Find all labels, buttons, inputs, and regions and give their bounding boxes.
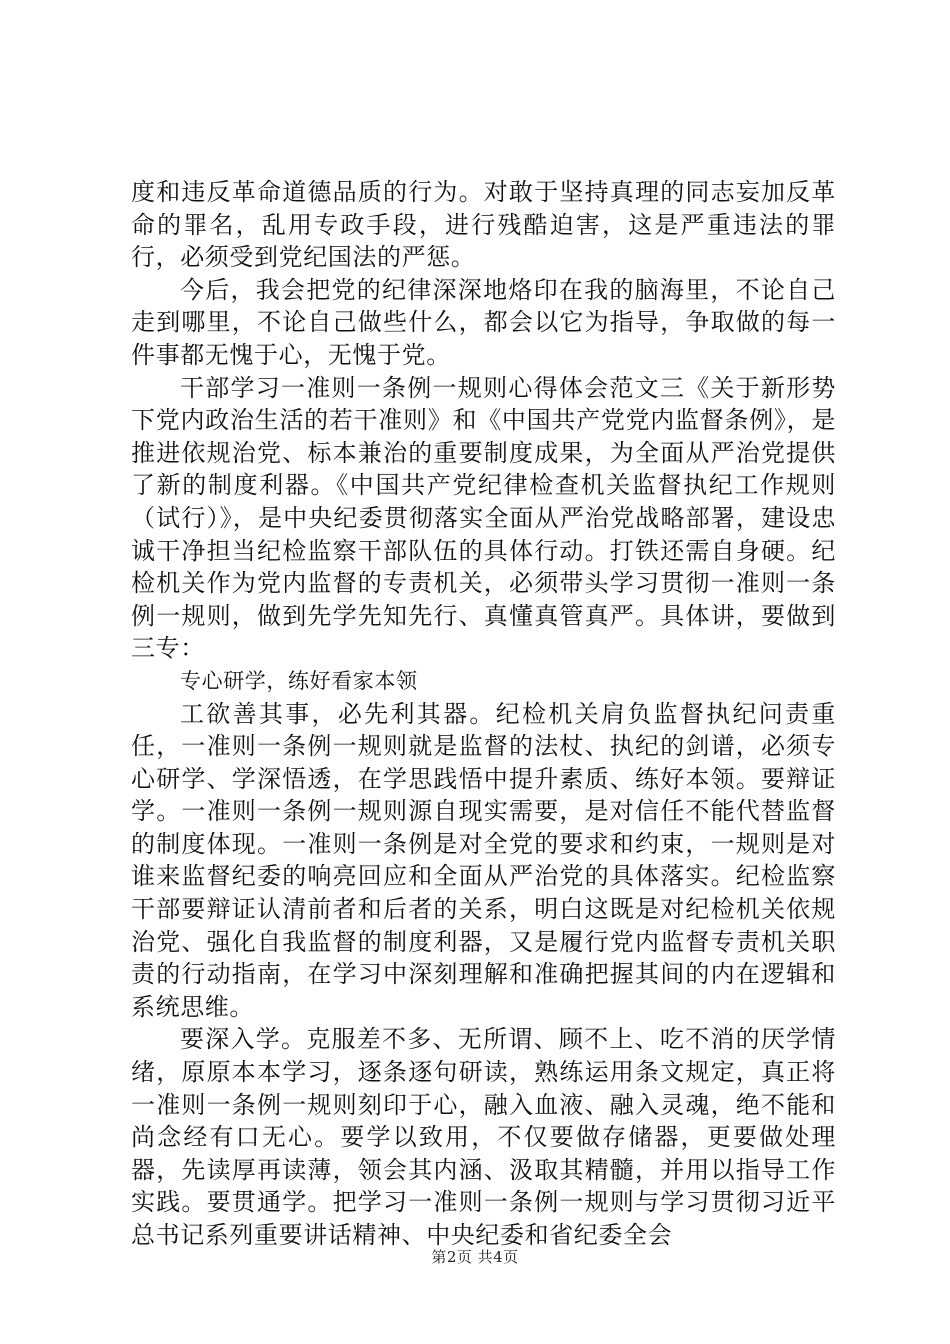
page-number-footer: 第2页 共4页	[431, 1248, 519, 1266]
paragraph-pledge: 今后，我会把党的纪律深深地烙印在我的脑海里，不论自己走到哪里，不论自己做些什么，都会以它为指导，争取做的每一件事都无愧于心，无愧于党。	[131, 275, 836, 369]
document-body	[131, 176, 836, 1252]
paragraph-study: 工欲善其事，必先利其器。纪检机关肩负监督执纪问责重任，一准则一条例一规则就是监督的法杖、执纪的剑谱，必须专心研学、学深悟透，在学思践悟中提升素质、练好本领。要辩证学。一准则一条例一规则源自现实需要，是对信任不能代替监督的制度体现。一准则一条例是对全党的要求和约束，一规则是对谁来监督纪委的响亮回应和全面从严治党的具体落实。纪检监察干部要辩证认清前者和后者的关系，明白这既是对纪检机关依规治党、强化自我监督的制度利器，又是履行党内监督专责机关职责的行动指南，在学习中深刻理解和准确把握其间的内在逻辑和系统思维。	[131, 699, 836, 1021]
paragraph-deep-study: 要深入学。克服差不多、无所谓、顾不上、吃不消的厌学情绪，原原本本学习，逐条逐句研读，熟练运用条文规定，真正将一准则一条例一规则刻印于心，融入血液、融入灵魂，绝不能和尚念经有口无心。要学以致用，不仅要做存储器，更要做处理器，先读厚再读薄，领会其内涵、汲取其精髓，并用以指导工作实践。要贯通学。把学习一准则一条例一规则与学习贯彻习近平总书记系列重要讲话精神、中央纪委和省纪委全会	[131, 1025, 836, 1249]
paragraph-sample-three: 干部学习一准则一条例一规则心得体会范文三《关于新形势下党内政治生活的若干准则》和《中国共产党党内监督条例》，是推进依规治党、标本兼治的重要制度成果，为全面从严治党提供了新的制度利器。《中国共产党纪律检查机关监督执纪工作规则（试行）》，是中央纪委贯彻落实全面从严治党战略部署，建设忠诚干净担当纪检监察干部队伍的具体行动。打铁还需自身硬。纪检机关作为党内监督的专责机关，必须带头学习贯彻一准则一条例一规则，做到先学先知先行、真懂真管真严。具体讲，要做到三专：	[131, 373, 836, 663]
section-heading: 专心研学，练好看家本领	[180, 668, 418, 693]
paragraph-continued: 度和违反革命道德品质的行为。对敢于坚持真理的同志妄加反革命的罪名，乱用专政手段，进行残酷迫害，这是严重违法的罪行，必须受到党纪国法的严惩。	[131, 178, 836, 272]
